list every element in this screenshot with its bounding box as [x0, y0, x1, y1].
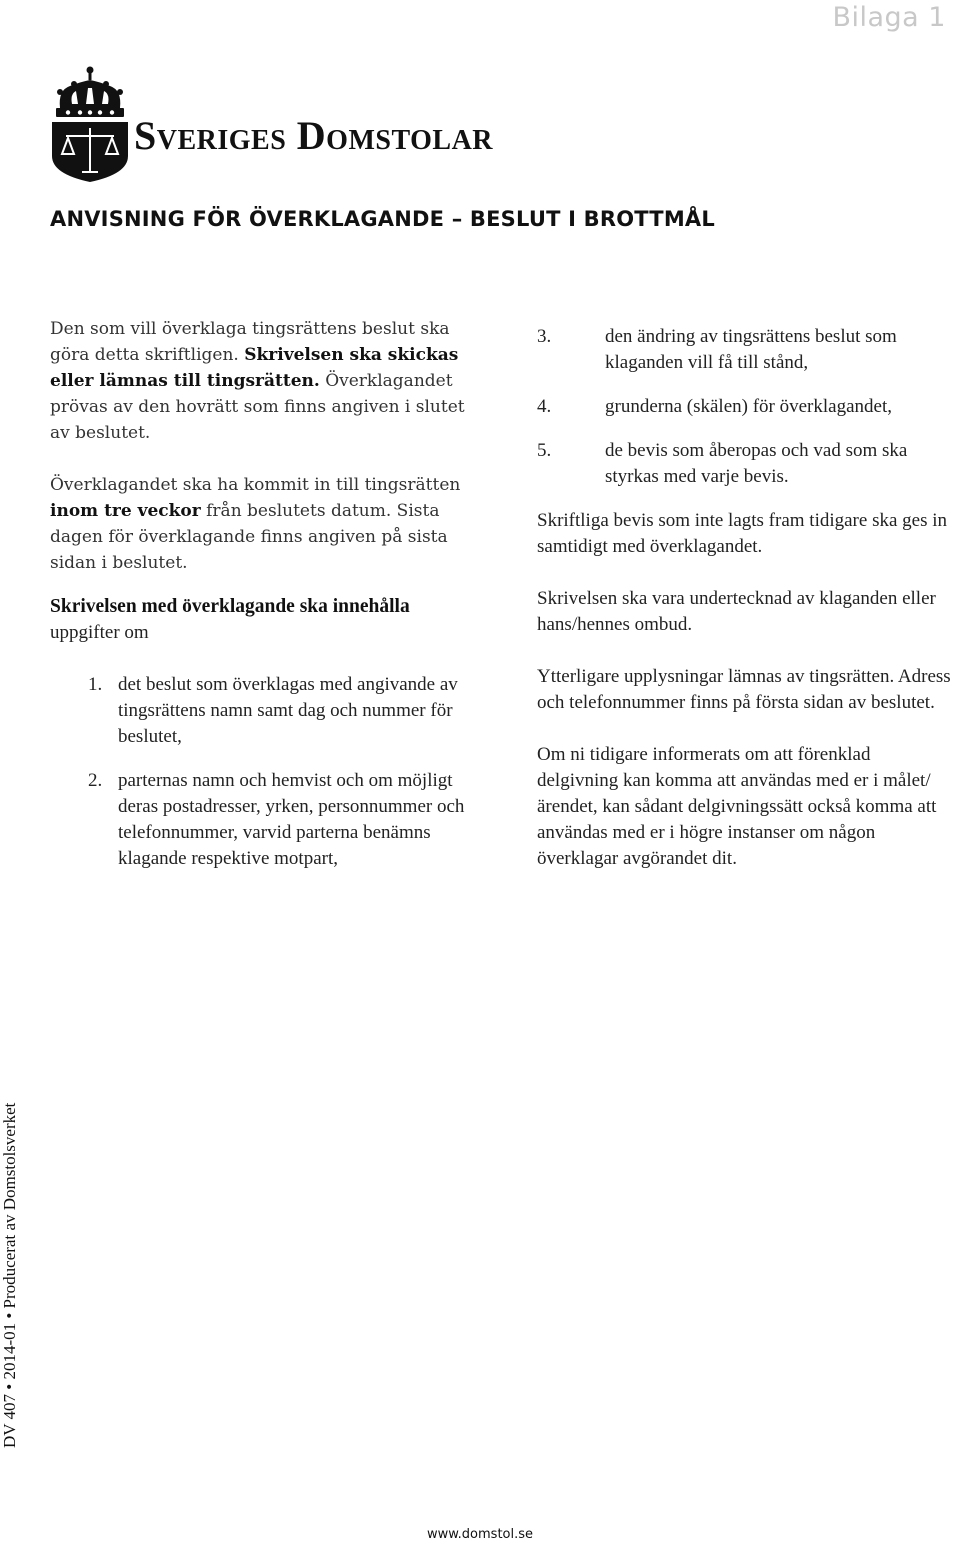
contents-heading-text: uppgifter om: [50, 622, 149, 643]
list-item: [537, 324, 953, 376]
intro-text-cont: Överklagandet prövas av den hovrätt som finns angiven i slutet av beslutet.: [50, 371, 465, 443]
requirements-list-left: [50, 672, 470, 872]
list-number: 2.: [88, 770, 103, 791]
right-column: [537, 324, 953, 872]
deadline-bold-text: inom tre veckor: [50, 501, 201, 521]
footer-url[interactable]: www.domstol.se: [426, 1527, 534, 1542]
signature-paragraph: Skrivelsen ska vara undertecknad av klaganden eller hans/hennes ombud.: [537, 588, 936, 635]
list-text: de bevis som åberopas och vad som ska styrkas med varje bevis.: [605, 440, 908, 487]
contents-heading: [50, 594, 470, 646]
logo-text: Sveriges Domstolar: [134, 113, 494, 158]
list-item: [537, 394, 953, 420]
deadline-paragraph: [50, 472, 470, 576]
page-title: ANVISNING FÖR ÖVERKLAGANDE – BESLUT I BROTTMÅL: [50, 207, 715, 231]
list-number: 4.: [537, 396, 552, 417]
intro-bold-text: Skrivelsen ska skickas eller lämnas till tingsrätten.: [50, 345, 459, 391]
list-text: parternas namn och hemvist och om möjligt deras postadresser, yrken, personnummer och telefonnummer, varvid parterna benämns klagande respektive motpart,: [118, 770, 465, 869]
list-item: [50, 672, 470, 750]
list-text: grunderna (skälen) för överklagandet,: [605, 396, 892, 417]
evidence-paragraph: Skriftliga bevis som inte lagts fram tidigare ska ges in samtidigt med överklagandet.: [537, 510, 948, 557]
list-text: det beslut som överklagas med angivande av tingsrättens namn samt dag och nummer för beslutet,: [118, 674, 458, 747]
requirements-list-right: [537, 324, 953, 490]
deadline-text-cont: från beslutets datum.: [200, 501, 392, 521]
list-number: 5.: [537, 440, 552, 461]
list-number: 1.: [88, 674, 103, 695]
intro-text: Den som vill överklaga tingsrättens beslut ska göra detta skriftligen.: [50, 319, 450, 365]
list-text: den ändring av tingsrättens beslut som klaganden vill få till stånd,: [605, 326, 897, 373]
deadline-last-day-text: Sista dagen för överklagande finns angiven på sista sidan i beslutet.: [50, 501, 448, 573]
list-item: [537, 438, 953, 490]
deadline-text: Överklagandet ska ha kommit in till tingsrätten: [50, 475, 461, 495]
contents-heading-bold: Skrivelsen med överklagande ska innehålla: [50, 596, 410, 617]
crown-emblem-icon: [50, 64, 130, 184]
list-number: 3.: [537, 326, 552, 347]
info-paragraph: Ytterligare upplysningar lämnas av tingsrätten. Adress och telefonnummer finns på första sidan av beslutet.: [537, 666, 951, 713]
left-column: [50, 316, 470, 872]
attachment-label: Bilaga 1: [832, 2, 946, 33]
intro-paragraph: [50, 316, 470, 446]
document-code: DV 407 • 2014-01 • Producerat av Domstolsverket: [0, 1102, 19, 1448]
list-item: [50, 768, 470, 872]
logo: [50, 64, 590, 184]
service-paragraph: Om ni tidigare informerats om att förenklad delgivning kan komma att användas med er i målet/ärendet, kan sådant delgivningssätt också komma att användas med er i högre instanser om någon överklagar avgörandet dit.: [537, 744, 937, 869]
